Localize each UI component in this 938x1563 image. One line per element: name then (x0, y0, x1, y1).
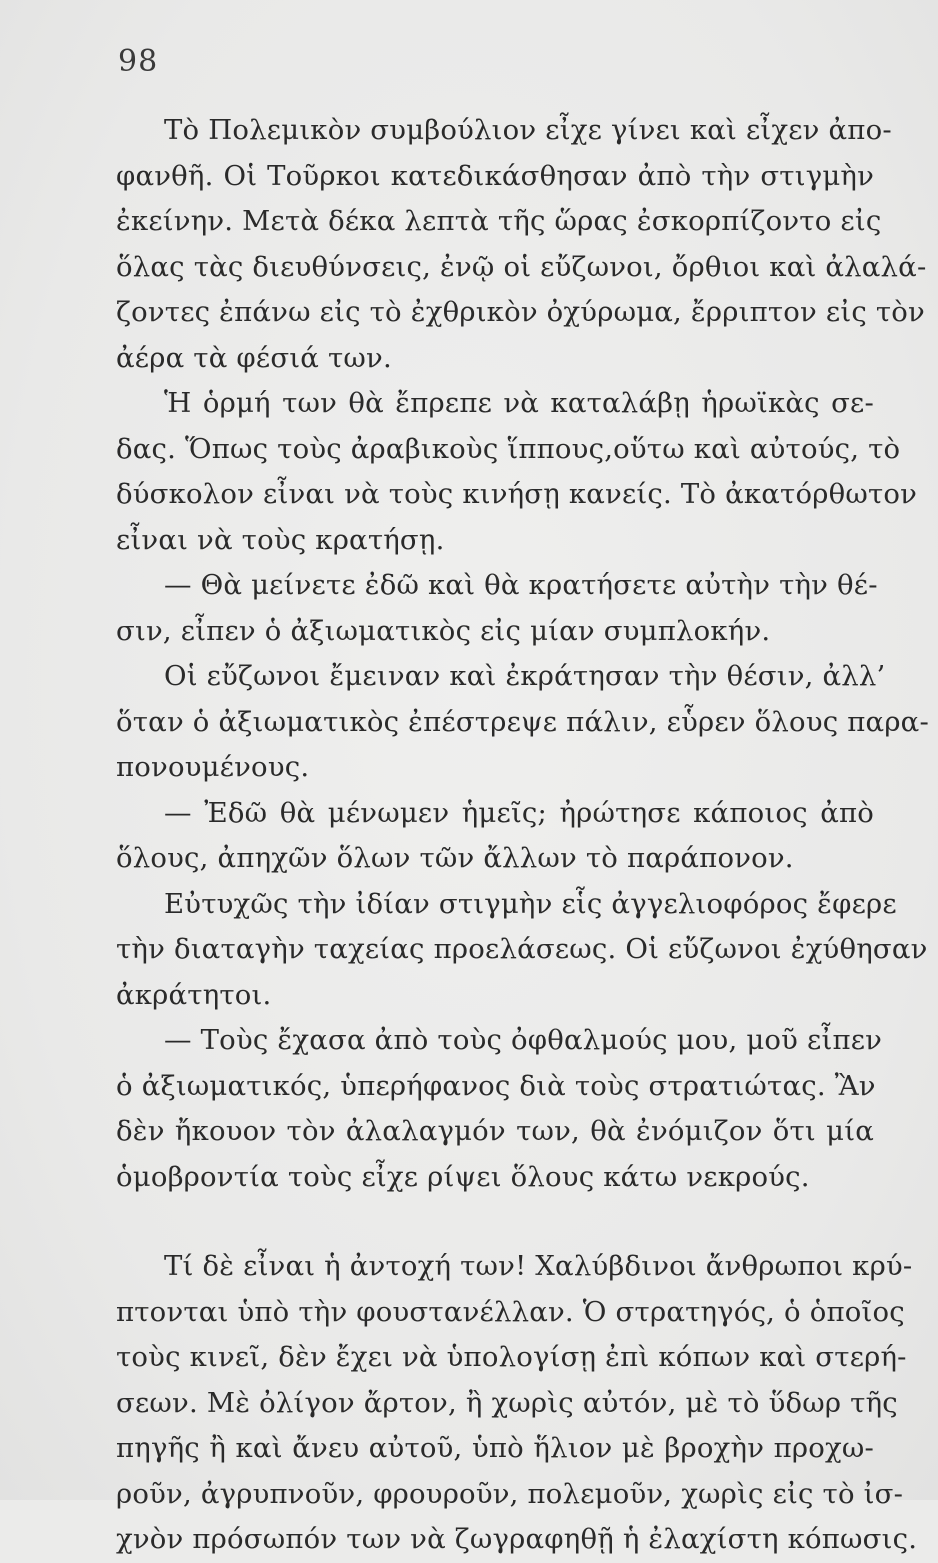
text-line: ἀκράτητοι. (116, 978, 272, 1011)
text-line: ροῦν, ἀγρυπνοῦν, φρουροῦν, πολεμοῦν, χωρὶς εἰς τὸ ἰσ- (116, 1477, 904, 1510)
text-line: ὅταν ὁ ἀξιωματικὸς ἐπέστρεψε πάλιν, εὗρεν ὅλους παρα- (116, 705, 929, 738)
text-line: Οἱ εὔζωνοι ἔμειναν καὶ ἐκράτησαν τὴν θέσιν, ἀλλ’ (164, 660, 886, 692)
page-number: 98 (118, 44, 159, 79)
text-line: ἀέρα τὰ φέσιά των. (116, 341, 392, 374)
text-line: Ἡ ὁρμή των θὰ ἔπρεπε νὰ καταλάβῃ ἡρωϊκὰς σε- (164, 387, 874, 419)
text-line: — Θὰ μείνετε ἐδῶ καὶ θὰ κρατήσετε αὐτὴν τὴν θέ- (164, 569, 878, 601)
body-text (116, 108, 929, 1563)
text-line: δὲν ἤκουον τὸν ἀλαλαγμόν των, θὰ ἐνόμιζον ὅτι μία (116, 1115, 874, 1147)
text-line: φανθῆ. Οἱ Τοῦρκοι κατεδικάσθησαν ἀπὸ τὴν στιγμὴν (116, 159, 874, 192)
text-line: ὁ ἀξιωματικός, ὑπερήφανος διὰ τοὺς στρατιώτας. Ἂν (116, 1069, 876, 1102)
text-line: Τὸ Πολεμικὸν συμβούλιον εἶχε γίνει καὶ εἶχεν ἀπο- (164, 114, 892, 146)
text-line: χνὸν πρόσωπόν των νὰ ζωγραφηθῇ ἡ ἐλαχίστη κόπωσις. (116, 1523, 918, 1555)
text-line: τοὺς κινεῖ, δὲν ἔχει νὰ ὑπολογίσῃ ἐπὶ κόπων καὶ στερή- (116, 1341, 907, 1373)
text-line: πονουμένους. (116, 751, 310, 783)
text-line: εἶναι νὰ τοὺς κρατήσῃ. (116, 523, 445, 556)
text-line: Τί δὲ εἶναι ἡ ἀντοχή των! Χαλύβδινοι ἄνθρωποι κρύ- (164, 1250, 913, 1282)
text-line: — Ἐδῶ θὰ μένωμεν ἡμεῖς; ἠρώτησε κάποιος ἀπὸ (164, 796, 874, 829)
text-line: σιν, εἶπεν ὁ ἀξιωματικὸς εἰς μίαν συμπλοκήν. (116, 614, 771, 647)
text-line: πηγῆς ἢ καὶ ἄνευ αὐτοῦ, ὑπὸ ἥλιον μὲ βροχὴν προχω- (116, 1432, 874, 1464)
text-line: δύσκολον εἶναι νὰ τοὺς κινήσῃ κανείς. Τὸ ἀκατόρθωτον (116, 478, 918, 510)
text-line: σεων. Μὲ ὀλίγον ἄρτον, ἢ χωρὶς αὐτόν, μὲ τὸ ὕδωρ τῆς (116, 1386, 898, 1419)
text-line: — Τοὺς ἔχασα ἀπὸ τοὺς ὀφθαλμούς μου, μοῦ εἶπεν (164, 1024, 883, 1056)
text-line: ἐκείνην. Μετὰ δέκα λεπτὰ τῆς ὥρας ἐσκορπίζοντο εἰς (116, 205, 882, 237)
text-line: ζοντες ἐπάνω εἰς τὸ ἐχθρικὸν ὀχύρωμα, ἔρριπτον εἰς τὸν (116, 296, 925, 328)
text-line: ὅλους, ἀπηχῶν ὅλων τῶν ἄλλων τὸ παράπονον. (116, 842, 794, 874)
text-line: πτονται ὑπὸ τὴν φουστανέλλαν. Ὁ στρατηγός, ὁ ὁποῖος (116, 1295, 905, 1328)
text-line: τὴν διαταγὴν ταχείας προελάσεως. Οἱ εὔζωνοι ἐχύθησαν (116, 933, 928, 965)
text-line: ὅλας τὰς διευθύνσεις, ἐνῷ οἱ εὔζωνοι, ὄρθιοι καὶ ἀλαλά- (116, 250, 927, 283)
text-line: Εὐτυχῶς τὴν ἰδίαν στιγμὴν εἷς ἀγγελιοφόρος ἔφερε (164, 887, 897, 920)
text-line: δας. Ὅπως τοὺς ἀραβικοὺς ἵππους,οὕτω καὶ αὐτούς, τὸ (116, 432, 901, 465)
paragraph-gap (116, 1200, 874, 1244)
text-line: ὁμοβροντία τοὺς εἶχε ρίψει ὅλους κάτω νεκρούς. (116, 1160, 810, 1193)
